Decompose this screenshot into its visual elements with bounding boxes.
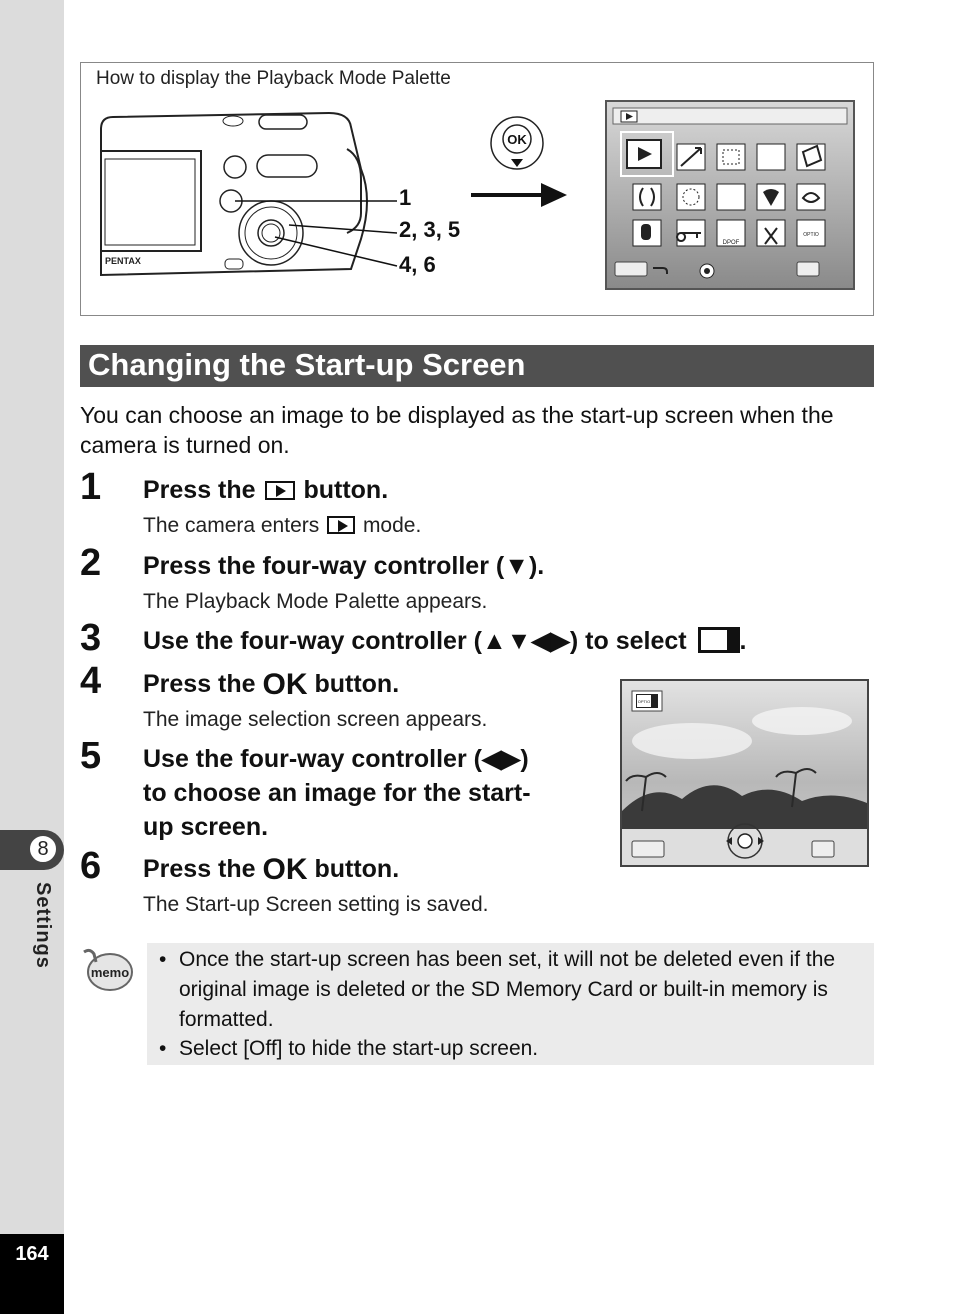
start-up-screen-icon [698,627,740,653]
ok-button-icon [489,115,545,173]
howto-title: How to display the Playback Mode Palette [96,68,451,89]
step-title-line-1: Use the four-way controller (◀▶) [143,745,529,773]
playback-palette-screen [605,100,855,290]
step-number: 3 [80,617,102,659]
step-number: 4 [80,660,102,702]
page-number: 164 [0,1234,64,1314]
section-intro: You can choose an image to be displayed as the start-up screen when the camera is turned on. [80,402,834,458]
palette-optio-label: OPTIO [803,232,819,238]
camera-brand: PENTAX [105,256,141,266]
step-number: 2 [80,542,102,584]
sidebar [0,0,64,1314]
playback-icon [265,481,295,500]
ok-glyph: OK [262,853,308,886]
step-number: 6 [80,845,102,887]
memo-box [147,943,874,1065]
memo-item: • Once the start-up screen has been set, it will not be deleted even if the original image is deleted or the SD Memory Card or built-in memory is formatted. [159,948,836,1031]
memo-item: • Select [Off] to hide the start-up screen. [159,1037,539,1060]
ok-label: OK [507,132,527,147]
step-number: 1 [80,466,102,508]
step-number: 5 [80,735,102,777]
howto-box [80,62,874,316]
step-title: Press the four-way controller (▼). [143,552,545,580]
section-title: Changing the Start-up Screen [80,345,874,387]
callout-2-3-5: 2, 3, 5 [399,217,461,242]
step-title: Press the OK button. [143,668,400,701]
chapter-number: 8 [28,834,58,864]
image-selection-screen [620,679,869,867]
step-title-line-2: to choose an image for the start- [143,779,531,807]
step-description: The Playback Mode Palette appears. [143,590,488,613]
palette-dpof-label: DPOF [722,240,740,246]
step-description: The image selection screen appears. [143,708,488,731]
arrow-right-icon [469,175,569,215]
memo-icon [80,946,134,996]
callout-1: 1 [399,185,412,210]
memo-icon-label: memo [90,965,130,980]
step-title-line-3: up screen. [143,813,269,841]
step-description: The camera enters mode. [143,514,422,537]
callout-4-6: 4, 6 [399,252,436,277]
camera-back-illustration [99,109,399,284]
ok-glyph: OK [262,668,308,701]
palette-icons [607,102,853,288]
preview-badge: OPTIO [637,699,651,704]
chapter-label: Settings [32,882,54,969]
step-title: Press the button. [143,476,389,504]
playback-icon [327,516,355,534]
step-title: Press the OK button. [143,853,400,886]
step-title: Use the four-way controller (▲▼◀▶) to select . [143,627,747,655]
step-description: The Start-up Screen setting is saved. [143,893,489,916]
beach-photo [622,681,867,865]
